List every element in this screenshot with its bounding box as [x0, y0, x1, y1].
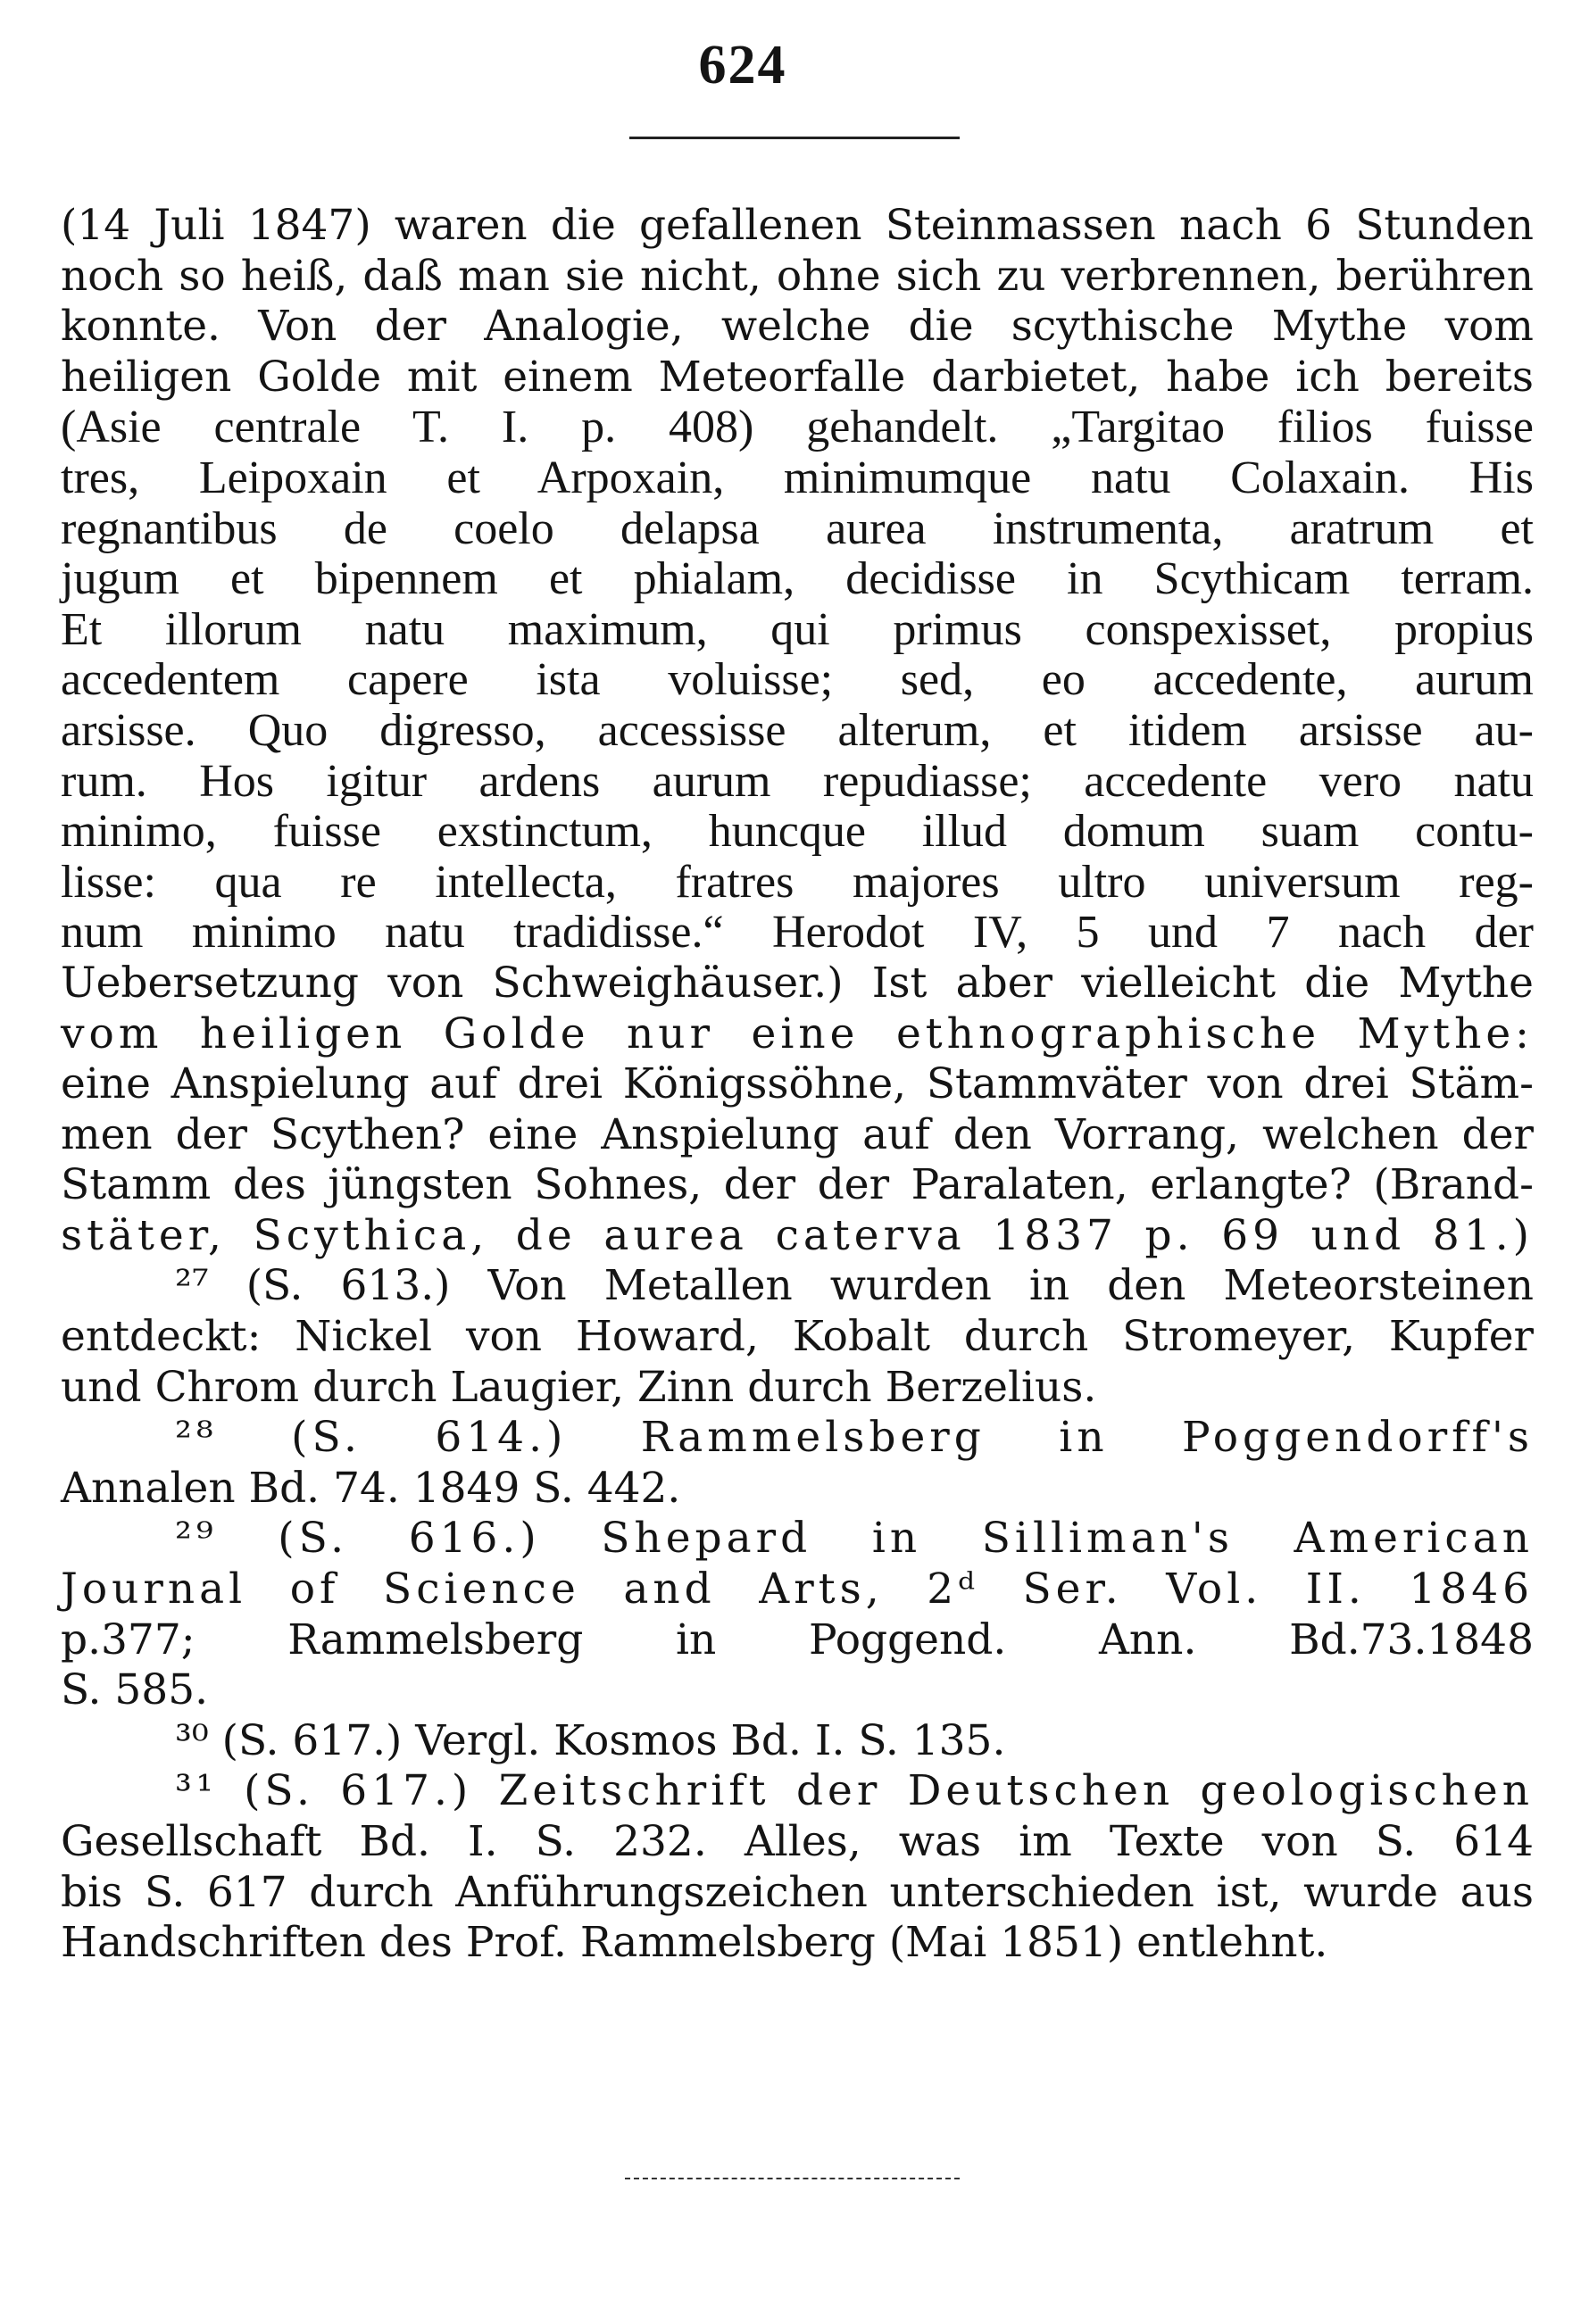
text-line: tres, Leipoxain et Arpoxain, minimumque natu Colaxain. His [61, 452, 1534, 503]
page-number: 624 [698, 35, 787, 95]
text-line: stäter, Scythica, de aurea caterva 1837 p. 69 und 81.) [61, 1210, 1534, 1260]
text-line: S. 585. [61, 1665, 209, 1715]
text-line: regnantibus de coelo delapsa aurea instrumenta, aratrum et [61, 502, 1534, 554]
text-line: konnte. Von der Analogie, welche die scythische Mythe vom [61, 302, 1534, 352]
text-line: vom heiligen Golde nur eine ethnographische Mythe: [61, 1008, 1534, 1058]
text-line: (14 Juli 1847) waren die gefallenen Steinmassen nach 6 Stunden [61, 201, 1534, 250]
text-line: minimo, fuisse exstinctum, huncque illud domum suam contu- [61, 806, 1534, 858]
text-line: bis S. 617 durch Anführungszeichen unterschieden ist, wurde aus [61, 1867, 1534, 1917]
header-rule [629, 137, 960, 139]
text-line: entdeckt: Nickel von Howard, Kobalt durch Stromeyer, Kupfer [61, 1312, 1534, 1362]
text-line: jugum et bipennem et phialam, decidisse in Scythicam terram. [61, 553, 1534, 605]
text-line: p.377; Rammelsberg in Poggend. Ann. Bd.73.1848 [61, 1614, 1534, 1664]
text-line: Annalen Bd. 74. 1849 S. 442. [61, 1463, 681, 1513]
text-line: Gesellschaft Bd. I. S. 232. Alles, was im Texte von S. 614 [61, 1817, 1534, 1866]
text-line: heiligen Golde mit einem Meteorfalle darbietet, habe ich bereits [61, 352, 1534, 402]
text-line: arsisse. Quo digresso, accessisse alterum, et itidem arsisse au- [61, 704, 1534, 756]
text-line: accedentem capere ista voluisse; sed, eo accedente, aurum [61, 654, 1534, 706]
text-line: Handschriften des Prof. Rammelsberg (Mai 1851) entlehnt. [61, 1918, 1328, 1968]
text-line: noch so heiß, daß man sie nicht, ohne sich zu verbrennen, berühren [61, 251, 1534, 301]
text-line: num minimo natu tradidisse.“ Herodot IV, 5 und 7 nach der [61, 907, 1534, 959]
text-line: eine Anspielung auf drei Königssöhne, Stammväter von drei Stäm- [61, 1059, 1534, 1109]
text-line: Journal of Science and Arts, 2ᵈ Ser. Vol. II. 1846 [61, 1565, 1534, 1614]
text-line: men der Scythen? eine Anspielung auf den Vorrang, welchen der [61, 1109, 1534, 1159]
text-line: ³⁰ (S. 617.) Vergl. Kosmos Bd. I. S. 135. [175, 1715, 1006, 1765]
text-line: (Asie centrale T. I. p. 408) gehandelt. „Targitao filios fuisse [61, 402, 1534, 453]
text-line: rum. Hos igitur ardens aurum repudiasse; accedente vero natu [61, 755, 1534, 807]
body-text [61, 201, 1534, 1969]
text-line: Stamm des jüngsten Sohnes, der der Paralaten, erlangte? (Brand- [61, 1160, 1534, 1210]
text-line: ²⁸ (S. 614.) Rammelsberg in Poggendorff's [175, 1413, 1534, 1463]
text-line: ²⁷ (S. 613.) Von Metallen wurden in den Meteorsteinen [175, 1261, 1534, 1311]
text-line: ³¹ (S. 617.) Zeitschrift der Deutschen geologischen [175, 1766, 1534, 1816]
footer-rule [625, 2178, 960, 2179]
text-line: ²⁹ (S. 616.) Shepard in Silliman's American [175, 1514, 1534, 1564]
text-line: lisse: qua re intellecta, fratres majores ultro universum reg- [61, 856, 1534, 908]
text-line: Uebersetzung von Schweighäuser.) Ist aber vielleicht die Mythe [61, 958, 1534, 1008]
text-line: Et illorum natu maximum, qui primus conspexisset, propius [61, 603, 1534, 655]
text-line: und Chrom durch Laugier, Zinn durch Berzelius. [61, 1362, 1097, 1412]
